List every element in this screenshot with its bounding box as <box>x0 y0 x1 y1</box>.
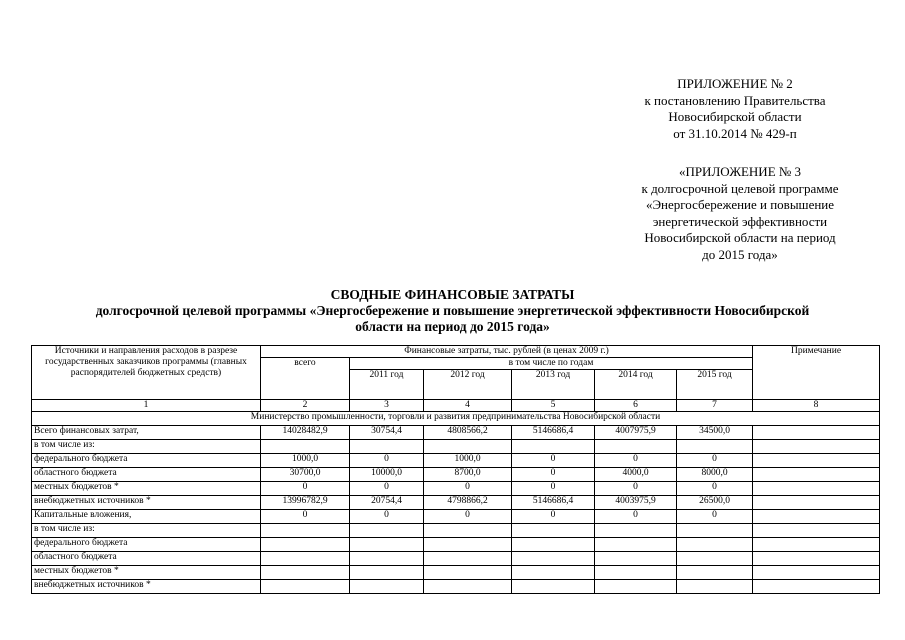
cell-note <box>753 426 880 440</box>
cell-y2011: 0 <box>350 482 424 496</box>
row-label: областного бюджета <box>32 468 261 482</box>
cell-y2014: 0 <box>595 510 677 524</box>
cell-y2012: 4808566,2 <box>424 426 512 440</box>
table-row <box>32 482 880 496</box>
title-line-3: области на период до 2015 года» <box>355 319 550 334</box>
cell-y2011 <box>350 566 424 580</box>
column-number: 3 <box>350 400 424 412</box>
row-label: областного бюджета <box>32 552 261 566</box>
header-total: всего <box>261 358 350 400</box>
cell-note <box>753 538 880 552</box>
cell-y2014 <box>595 524 677 538</box>
column-number: 8 <box>753 400 880 412</box>
cell-y2014: 4000,0 <box>595 468 677 482</box>
table-row <box>32 454 880 468</box>
cell-total <box>261 524 350 538</box>
document-title <box>20 287 885 335</box>
appendix-3-line: до 2015 года» <box>702 246 778 262</box>
cell-y2011: 20754,4 <box>350 496 424 510</box>
cell-y2012 <box>424 552 512 566</box>
cell-note <box>753 468 880 482</box>
header-year: 2012 год <box>424 370 512 400</box>
row-label: местных бюджетов * <box>32 482 261 496</box>
cell-y2015: 34500,0 <box>677 426 753 440</box>
appendix-2-block <box>600 76 870 142</box>
cell-y2013: 0 <box>512 468 595 482</box>
appendix-3-line: «Энергосбережение и повышение <box>645 197 835 212</box>
column-number: 4 <box>424 400 512 412</box>
cell-y2014: 0 <box>595 482 677 496</box>
appendix-2-line: к постановлению Правительства <box>644 92 826 108</box>
cell-y2011 <box>350 580 424 594</box>
table-row <box>32 510 880 524</box>
column-number: 1 <box>32 400 261 412</box>
cell-y2013 <box>512 566 595 580</box>
row-label: Всего финансовых затрат, <box>32 426 261 440</box>
column-number: 2 <box>261 400 350 412</box>
table-row <box>32 496 880 510</box>
cell-note <box>753 482 880 496</box>
table-row <box>32 552 880 566</box>
cell-total <box>261 580 350 594</box>
header-costs: Финансовые затраты, тыс. рублей (в ценах 2009 г.) <box>261 346 753 358</box>
appendix-2-line: ПРИЛОЖЕНИЕ № 2 <box>677 76 793 91</box>
row-label: местных бюджетов * <box>32 566 261 580</box>
cell-y2012: 0 <box>424 510 512 524</box>
row-label: федерального бюджета <box>32 454 261 468</box>
cell-y2011 <box>350 538 424 552</box>
header-by-years: в том числе по годам <box>350 358 753 370</box>
table-row <box>32 524 880 538</box>
table-row <box>32 440 880 454</box>
cell-y2012 <box>424 566 512 580</box>
table-row <box>32 580 880 594</box>
cell-y2012 <box>424 580 512 594</box>
column-numbers-row <box>32 400 880 412</box>
row-label: внебюджетных источников * <box>32 580 261 594</box>
cell-y2011: 10000,0 <box>350 468 424 482</box>
cell-y2011 <box>350 440 424 454</box>
cell-y2011: 0 <box>350 510 424 524</box>
cell-total: 13996782,9 <box>261 496 350 510</box>
ministry-name: Министерство промышленности, торговли и развития предпринимательства Новосибирской области <box>32 412 880 426</box>
cell-y2014 <box>595 552 677 566</box>
cell-total <box>261 538 350 552</box>
cell-y2015 <box>677 566 753 580</box>
cell-y2011: 0 <box>350 454 424 468</box>
cell-y2015 <box>677 552 753 566</box>
table-row <box>32 566 880 580</box>
cell-y2012: 1000,0 <box>424 454 512 468</box>
cell-total: 0 <box>261 510 350 524</box>
appendix-2-line: Новосибирской области <box>668 109 802 124</box>
cell-y2013 <box>512 524 595 538</box>
table-row <box>32 538 880 552</box>
row-label: в том числе из: <box>32 440 261 454</box>
cell-y2013: 5146686,4 <box>512 496 595 510</box>
cell-y2014 <box>595 566 677 580</box>
cell-note <box>753 566 880 580</box>
header-year: 2011 год <box>350 370 424 400</box>
row-label: в том числе из: <box>32 524 261 538</box>
cell-y2013 <box>512 440 595 454</box>
table-row <box>32 426 880 440</box>
header-row <box>32 346 880 358</box>
cell-total: 1000,0 <box>261 454 350 468</box>
cell-y2014: 4003975,9 <box>595 496 677 510</box>
row-label: федерального бюджета <box>32 538 261 552</box>
row-label: внебюджетных источников * <box>32 496 261 510</box>
header-note: Примечание <box>753 346 880 400</box>
cell-note <box>753 580 880 594</box>
cell-y2014 <box>595 580 677 594</box>
title-line-2: долгосрочной целевой программы «Энергосбережение и повышение энергетической эффективности Новосибирской <box>95 303 810 318</box>
column-number: 6 <box>595 400 677 412</box>
appendix-3-block <box>595 164 885 263</box>
cell-y2011 <box>350 552 424 566</box>
header-sources: Источники и направления расходов в разрезе государственных заказчиков программы (главных распорядителей бюджетных средств) <box>32 346 261 400</box>
cell-total: 30700,0 <box>261 468 350 482</box>
cell-y2014: 4007975,9 <box>595 426 677 440</box>
cell-y2015 <box>677 524 753 538</box>
cell-total <box>261 566 350 580</box>
cell-y2015: 0 <box>677 510 753 524</box>
cell-y2013 <box>512 580 595 594</box>
appendix-3-line: энергетической эффективности <box>652 213 828 229</box>
header-year: 2014 год <box>595 370 677 400</box>
cell-y2013: 0 <box>512 454 595 468</box>
appendix-2-line: от 31.10.2014 № 429-п <box>673 125 797 141</box>
cell-note <box>753 510 880 524</box>
cell-note <box>753 440 880 454</box>
cell-y2012: 0 <box>424 482 512 496</box>
cell-y2015 <box>677 580 753 594</box>
cell-note <box>753 454 880 468</box>
column-number: 5 <box>512 400 595 412</box>
cell-y2012: 8700,0 <box>424 468 512 482</box>
cell-y2015: 0 <box>677 454 753 468</box>
cell-y2011 <box>350 524 424 538</box>
cell-y2012 <box>424 524 512 538</box>
cell-note <box>753 496 880 510</box>
cell-y2015: 0 <box>677 482 753 496</box>
financial-costs-table <box>31 345 880 594</box>
cell-y2013: 0 <box>512 482 595 496</box>
cell-total <box>261 440 350 454</box>
cell-y2014 <box>595 440 677 454</box>
cell-y2013 <box>512 552 595 566</box>
cell-y2014: 0 <box>595 454 677 468</box>
appendix-3-line: «ПРИЛОЖЕНИЕ № 3 <box>678 164 802 179</box>
cell-y2012: 4798866,2 <box>424 496 512 510</box>
title-line-1: СВОДНЫЕ ФИНАНСОВЫЕ ЗАТРАТЫ <box>330 287 575 302</box>
cell-y2015 <box>677 440 753 454</box>
cell-y2013 <box>512 538 595 552</box>
header-year: 2013 год <box>512 370 595 400</box>
cell-y2012 <box>424 538 512 552</box>
cell-y2013: 0 <box>512 510 595 524</box>
cell-total: 0 <box>261 482 350 496</box>
cell-y2015 <box>677 538 753 552</box>
appendix-3-line: к долгосрочной целевой программе <box>641 180 839 196</box>
cell-y2015: 26500,0 <box>677 496 753 510</box>
cell-y2014 <box>595 538 677 552</box>
cell-y2013: 5146686,4 <box>512 426 595 440</box>
header-year: 2015 год <box>677 370 753 400</box>
cell-note <box>753 552 880 566</box>
ministry-row <box>32 412 880 426</box>
appendix-3-line: Новосибирской области на период <box>644 230 836 245</box>
cell-y2011: 30754,4 <box>350 426 424 440</box>
cell-note <box>753 524 880 538</box>
cell-total <box>261 552 350 566</box>
row-label: Капитальные вложения, <box>32 510 261 524</box>
column-number: 7 <box>677 400 753 412</box>
cell-y2012 <box>424 440 512 454</box>
cell-y2015: 8000,0 <box>677 468 753 482</box>
table-row <box>32 468 880 482</box>
cell-total: 14028482,9 <box>261 426 350 440</box>
